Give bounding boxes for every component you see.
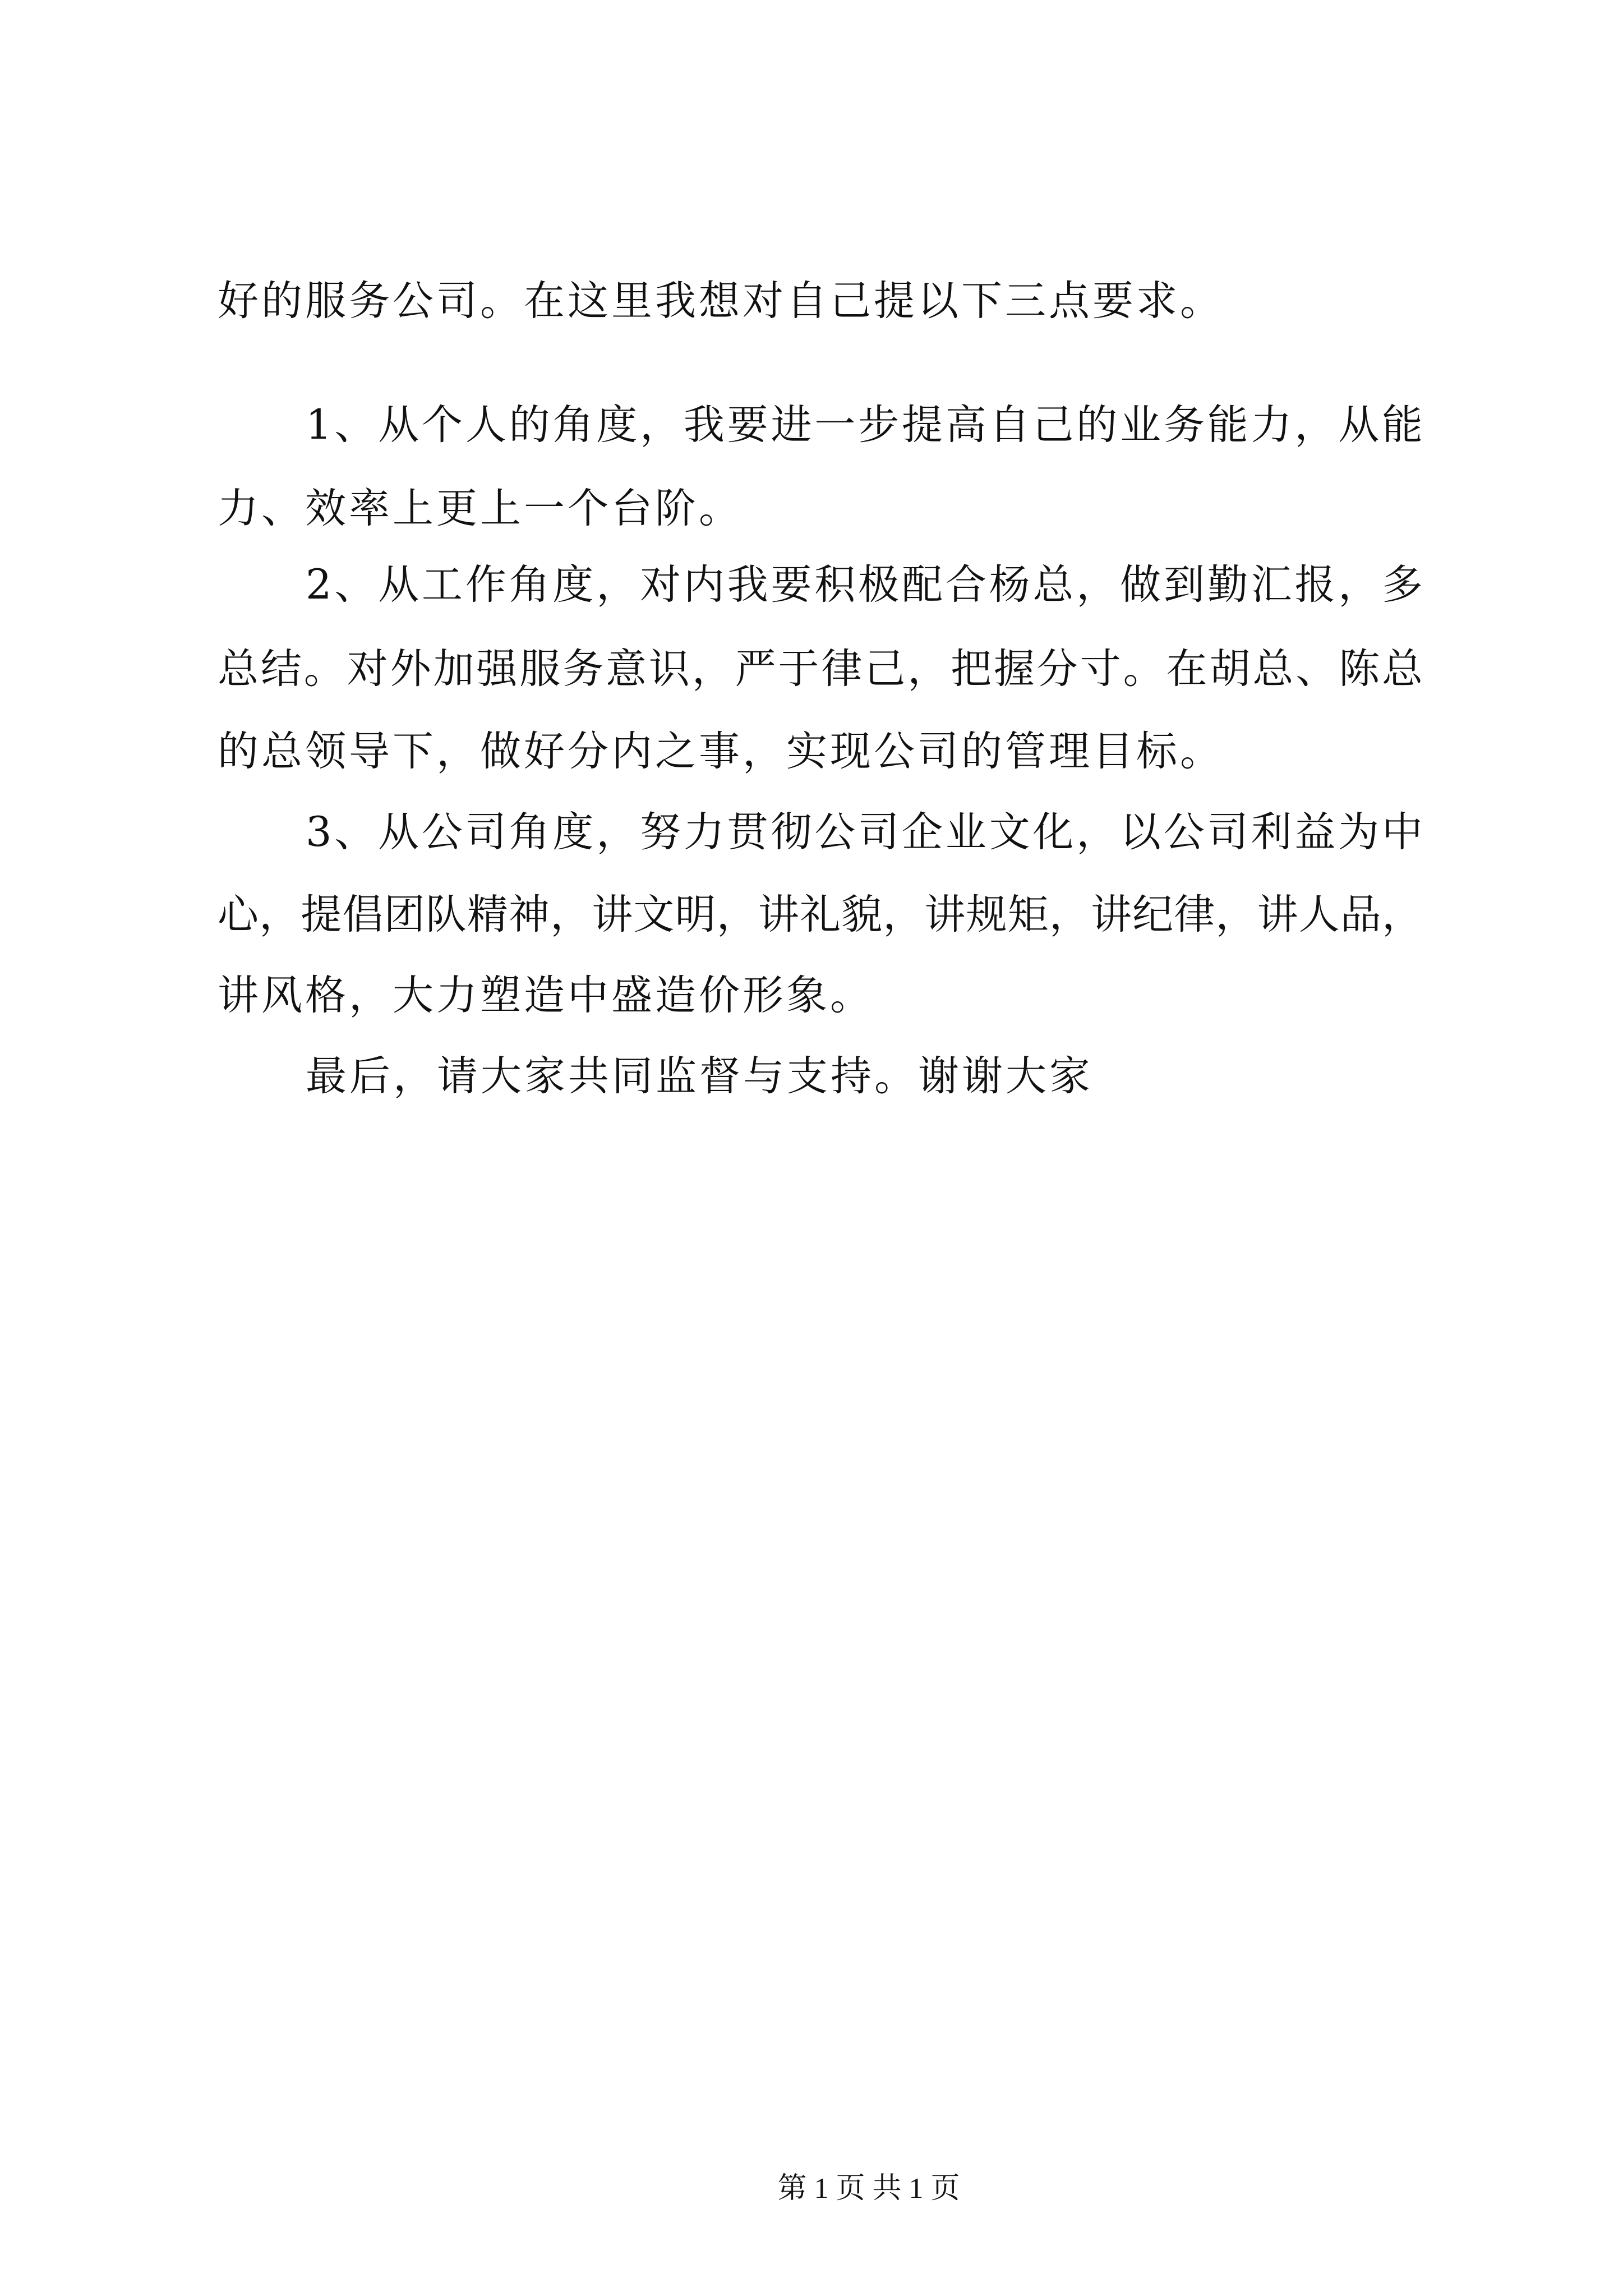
text-line: 最后，请大家共同监督与支持。谢谢大家: [306, 1052, 1093, 1100]
text-line: 1、从个人的角度，我要进一步提高自己的业务能力，从能: [306, 401, 1423, 449]
text-line: 好的服务公司。在这里我想对自己提以下三点要求。: [218, 277, 1224, 325]
text-line: 总结。对外加强服务意识，严于律己，把握分寸。在胡总、陈总: [218, 645, 1423, 693]
page-footer: [748, 2130, 960, 2205]
text-line: 的总领导下，做好分内之事，实现公司的管理目标。: [218, 728, 1224, 775]
text-line: 心，提倡团队精神，讲文明，讲礼貌，讲规矩，讲纪律，讲人品，: [218, 891, 1423, 938]
text-line: 2、从工作角度，对内我要积极配合杨总，做到勤汇报，多: [306, 561, 1423, 609]
text-line: 力、效率上更上一个台阶。: [218, 485, 743, 532]
text-line: 3、从公司角度，努力贯彻公司企业文化，以公司利益为中: [306, 808, 1423, 856]
text-line: 讲风格，大力塑造中盛造价形象。: [218, 972, 874, 1019]
page-number: 第 1 页 共 1 页: [777, 2173, 960, 2205]
